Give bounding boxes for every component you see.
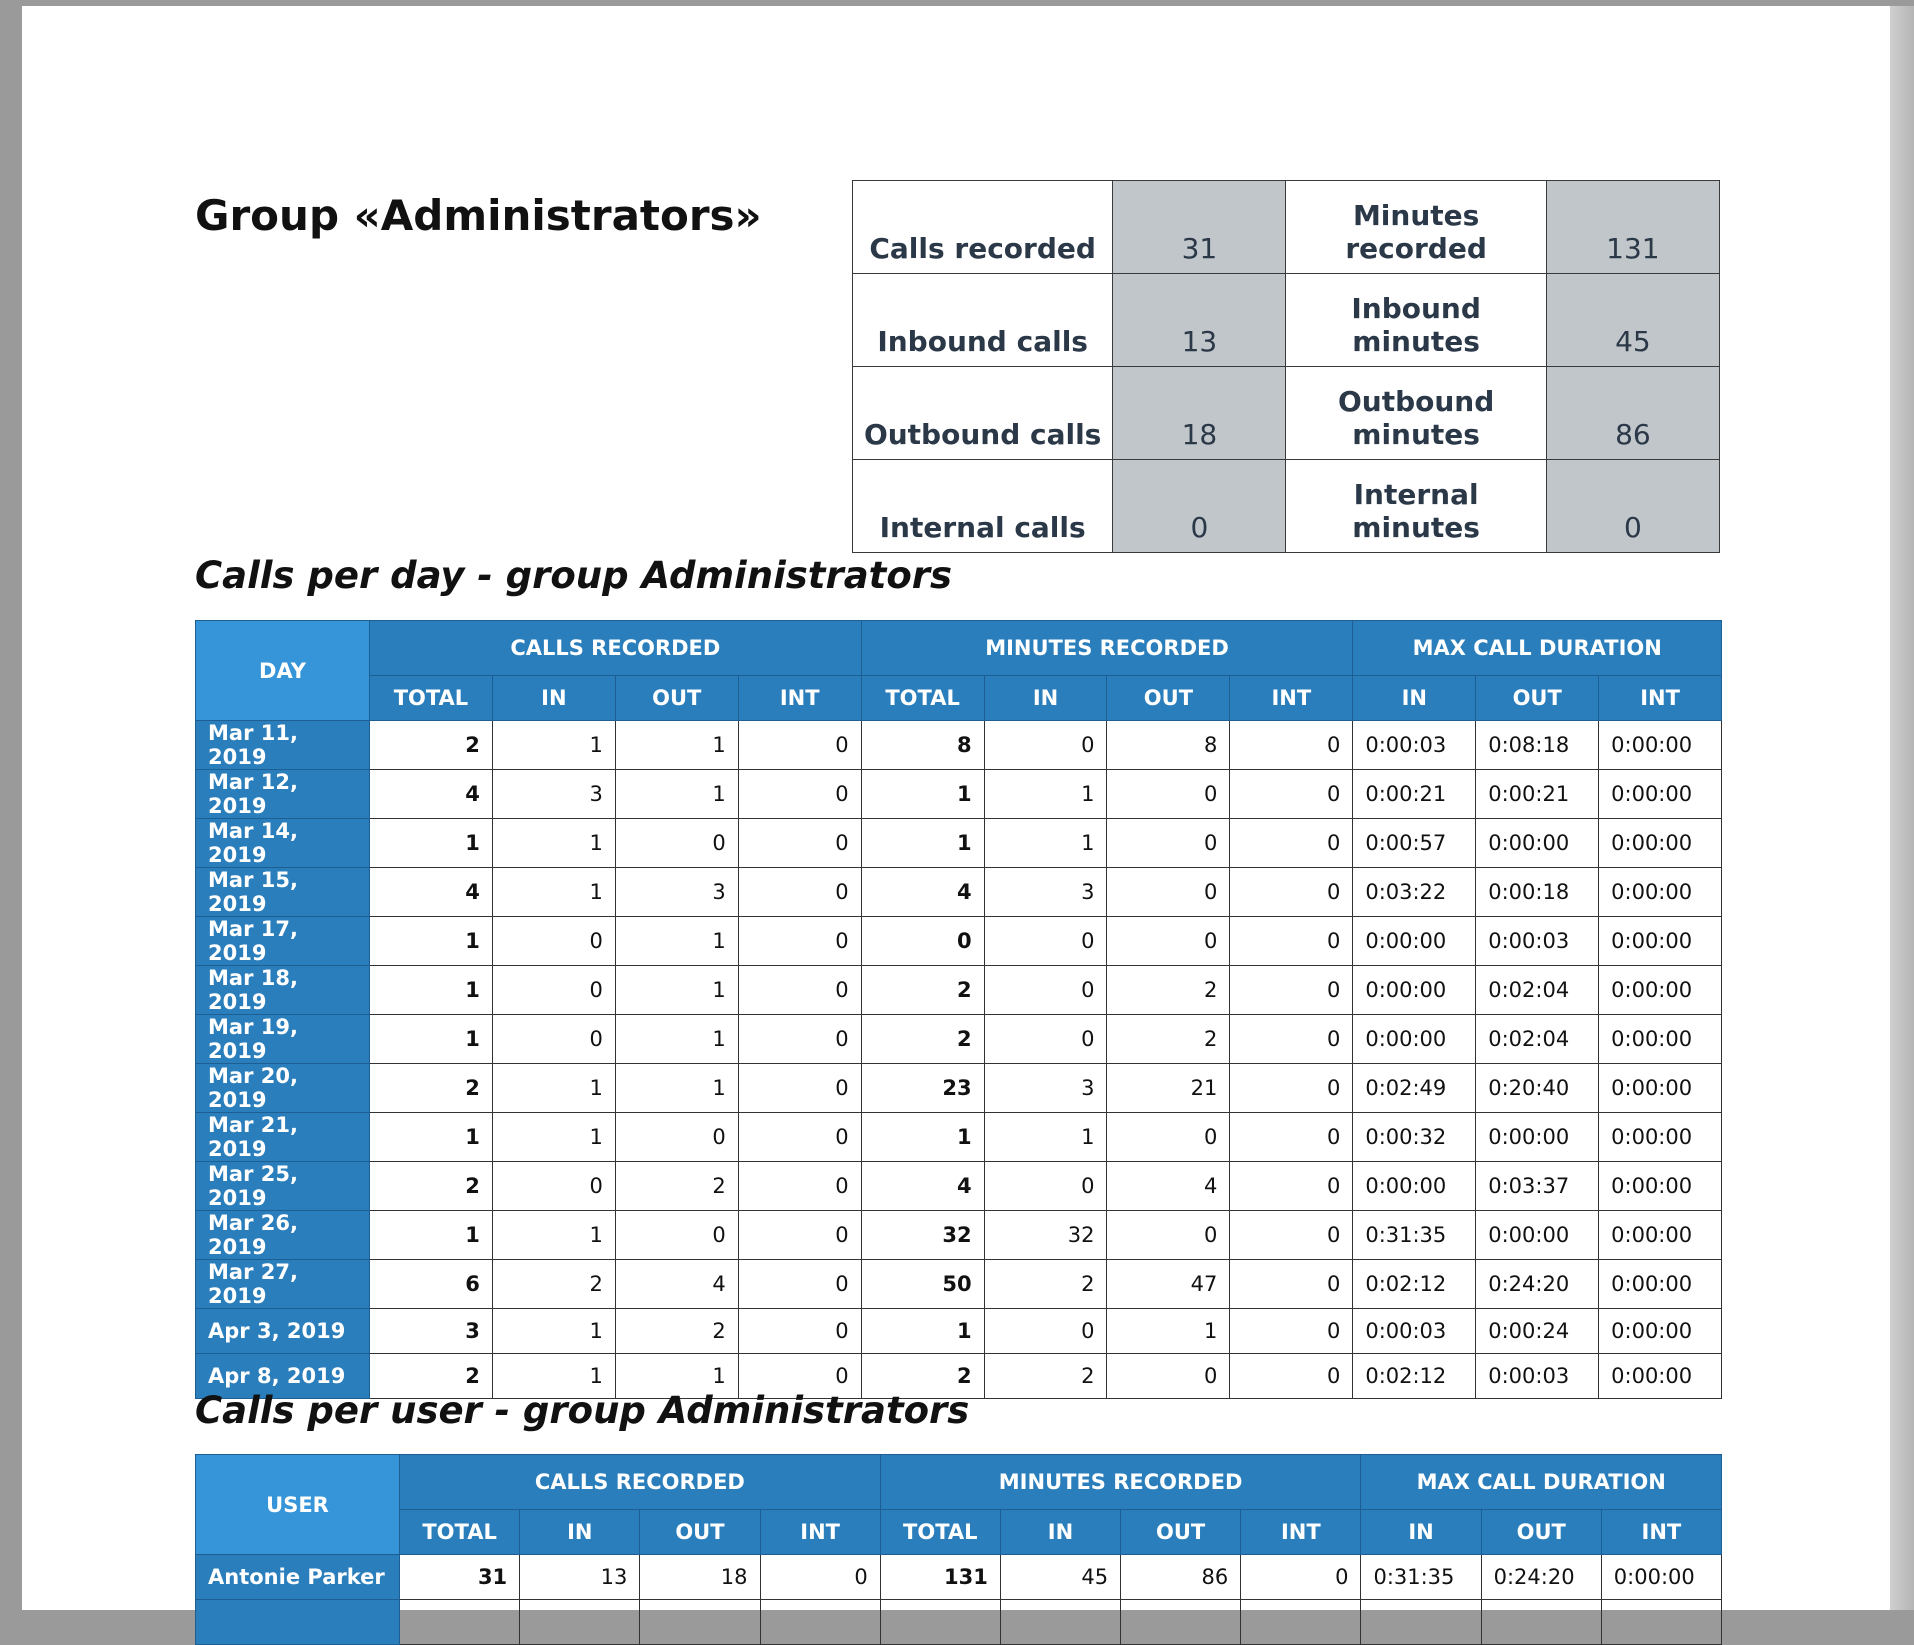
value-cell: 0 bbox=[738, 1162, 861, 1211]
summary-label: Inbound minutes bbox=[1286, 274, 1546, 367]
total-cell: 1 bbox=[861, 819, 984, 868]
window-edge bbox=[1890, 6, 1914, 1610]
summary-value: 131 bbox=[1546, 181, 1719, 274]
value-cell: 0 bbox=[1230, 770, 1353, 819]
value-cell: 0 bbox=[1230, 1211, 1353, 1260]
value-cell: 0 bbox=[615, 1211, 738, 1260]
value-cell: 8 bbox=[1107, 721, 1230, 770]
header-sub: IN bbox=[984, 676, 1107, 721]
summary-label: Outbound calls bbox=[853, 367, 1113, 460]
value-cell: 0 bbox=[492, 966, 615, 1015]
value-cell: 0 bbox=[1230, 1162, 1353, 1211]
value-cell: 0 bbox=[738, 917, 861, 966]
total-cell: 1 bbox=[370, 819, 493, 868]
total-cell: 8 bbox=[861, 721, 984, 770]
duration-cell: 0:20:40 bbox=[1476, 1064, 1599, 1113]
total-cell: 2 bbox=[370, 721, 493, 770]
header-sub: TOTAL bbox=[400, 1510, 520, 1555]
total-cell: 50 bbox=[861, 1260, 984, 1309]
value-cell bbox=[520, 1600, 640, 1645]
total-cell: 2 bbox=[370, 1162, 493, 1211]
total-cell: 23 bbox=[861, 1064, 984, 1113]
value-cell: 0 bbox=[492, 1015, 615, 1064]
value-cell: 0 bbox=[738, 868, 861, 917]
value-cell: 13 bbox=[520, 1555, 640, 1600]
duration-cell: 0:08:18 bbox=[1476, 721, 1599, 770]
user-cell bbox=[196, 1600, 400, 1645]
header-day: DAY bbox=[196, 621, 370, 721]
duration-cell: 0:00:00 bbox=[1476, 1113, 1599, 1162]
value-cell: 1 bbox=[615, 1064, 738, 1113]
value-cell: 1 bbox=[1107, 1309, 1230, 1354]
duration-cell: 0:00:00 bbox=[1353, 1162, 1476, 1211]
day-cell: Mar 11, 2019 bbox=[196, 721, 370, 770]
total-cell: 2 bbox=[861, 1354, 984, 1399]
total-cell: 4 bbox=[861, 868, 984, 917]
table-row bbox=[196, 1064, 1722, 1113]
day-cell: Mar 26, 2019 bbox=[196, 1211, 370, 1260]
total-cell: 4 bbox=[370, 770, 493, 819]
day-cell: Mar 25, 2019 bbox=[196, 1162, 370, 1211]
day-cell: Mar 18, 2019 bbox=[196, 966, 370, 1015]
header-sub: INT bbox=[1599, 676, 1722, 721]
value-cell: 2 bbox=[984, 1354, 1107, 1399]
duration-cell: 0:02:04 bbox=[1476, 1015, 1599, 1064]
value-cell: 0 bbox=[738, 1309, 861, 1354]
header-sub: IN bbox=[492, 676, 615, 721]
duration-cell: 0:00:32 bbox=[1353, 1113, 1476, 1162]
header-group: MAX CALL DURATION bbox=[1361, 1455, 1722, 1510]
total-cell: 1 bbox=[370, 1211, 493, 1260]
duration-cell: 0:00:21 bbox=[1476, 770, 1599, 819]
header-group: MINUTES RECORDED bbox=[861, 621, 1353, 676]
user-cell: Antonie Parker bbox=[196, 1555, 400, 1600]
duration-cell: 0:00:00 bbox=[1599, 721, 1722, 770]
summary-label: Minutes recorded bbox=[1286, 181, 1546, 274]
total-cell: 2 bbox=[861, 1015, 984, 1064]
table-row bbox=[196, 1260, 1722, 1309]
duration-cell: 0:00:00 bbox=[1599, 1064, 1722, 1113]
calls-per-day-title: Calls per day - group Administrators bbox=[195, 554, 953, 597]
duration-cell: 0:03:22 bbox=[1353, 868, 1476, 917]
summary-row bbox=[853, 274, 1720, 367]
header-sub: IN bbox=[1361, 1510, 1481, 1555]
header-group: CALLS RECORDED bbox=[370, 621, 862, 676]
value-cell: 1 bbox=[492, 819, 615, 868]
value-cell: 0 bbox=[738, 966, 861, 1015]
summary-value: 0 bbox=[1113, 460, 1286, 553]
value-cell bbox=[760, 1600, 880, 1645]
value-cell: 2 bbox=[615, 1309, 738, 1354]
value-cell: 0 bbox=[1230, 1064, 1353, 1113]
value-cell: 1 bbox=[492, 1064, 615, 1113]
summary-row bbox=[853, 460, 1720, 553]
value-cell: 0 bbox=[615, 819, 738, 868]
header-sub: OUT bbox=[1481, 1510, 1601, 1555]
value-cell: 1 bbox=[615, 1354, 738, 1399]
total-cell: 2 bbox=[370, 1064, 493, 1113]
value-cell: 1 bbox=[615, 917, 738, 966]
value-cell: 1 bbox=[492, 1113, 615, 1162]
value-cell: 0 bbox=[738, 1113, 861, 1162]
duration-cell: 0:00:00 bbox=[1353, 917, 1476, 966]
value-cell: 1 bbox=[492, 1354, 615, 1399]
total-cell: 1 bbox=[861, 1113, 984, 1162]
total-cell: 2 bbox=[370, 1354, 493, 1399]
header-sub: IN bbox=[1000, 1510, 1120, 1555]
day-cell: Mar 21, 2019 bbox=[196, 1113, 370, 1162]
value-cell: 0 bbox=[984, 1015, 1107, 1064]
header-sub: IN bbox=[1353, 676, 1476, 721]
header-sub: IN bbox=[520, 1510, 640, 1555]
value-cell: 0 bbox=[1230, 1309, 1353, 1354]
value-cell: 0 bbox=[615, 1113, 738, 1162]
value-cell: 0 bbox=[1107, 770, 1230, 819]
header-sub: TOTAL bbox=[880, 1510, 1000, 1555]
duration-cell: 0:00:18 bbox=[1476, 868, 1599, 917]
total-cell: 31 bbox=[400, 1555, 520, 1600]
duration-cell: 0:00:00 bbox=[1476, 1211, 1599, 1260]
value-cell: 47 bbox=[1107, 1260, 1230, 1309]
duration-cell: 0:00:00 bbox=[1599, 917, 1722, 966]
duration-cell bbox=[1361, 1600, 1481, 1645]
duration-cell: 0:00:00 bbox=[1599, 1162, 1722, 1211]
total-cell: 1 bbox=[370, 966, 493, 1015]
total-cell: 3 bbox=[370, 1309, 493, 1354]
value-cell bbox=[1121, 1600, 1241, 1645]
summary-value: 18 bbox=[1113, 367, 1286, 460]
summary-label: Internal calls bbox=[853, 460, 1113, 553]
table-row bbox=[196, 1600, 1722, 1645]
value-cell: 3 bbox=[984, 1064, 1107, 1113]
table-row bbox=[196, 1211, 1722, 1260]
day-cell: Mar 15, 2019 bbox=[196, 868, 370, 917]
group-title: Group «Administrators» bbox=[195, 191, 762, 240]
value-cell: 0 bbox=[738, 1354, 861, 1399]
duration-cell: 0:00:00 bbox=[1599, 868, 1722, 917]
summary-value: 13 bbox=[1113, 274, 1286, 367]
table-row bbox=[196, 1309, 1722, 1354]
duration-cell: 0:00:57 bbox=[1353, 819, 1476, 868]
duration-cell: 0:00:03 bbox=[1476, 917, 1599, 966]
duration-cell: 0:24:20 bbox=[1476, 1260, 1599, 1309]
duration-cell: 0:00:00 bbox=[1599, 770, 1722, 819]
value-cell: 0 bbox=[1107, 1211, 1230, 1260]
value-cell: 1 bbox=[492, 721, 615, 770]
value-cell: 0 bbox=[738, 1260, 861, 1309]
header-sub: INT bbox=[760, 1510, 880, 1555]
duration-cell: 0:00:24 bbox=[1476, 1309, 1599, 1354]
table-row bbox=[196, 1113, 1722, 1162]
value-cell: 4 bbox=[1107, 1162, 1230, 1211]
duration-cell: 0:02:04 bbox=[1476, 966, 1599, 1015]
day-cell: Mar 20, 2019 bbox=[196, 1064, 370, 1113]
summary-value: 45 bbox=[1546, 274, 1719, 367]
value-cell: 0 bbox=[1230, 1260, 1353, 1309]
value-cell: 0 bbox=[1230, 819, 1353, 868]
value-cell: 0 bbox=[984, 917, 1107, 966]
value-cell: 0 bbox=[492, 1162, 615, 1211]
summary-row bbox=[853, 181, 1720, 274]
value-cell: 0 bbox=[738, 1064, 861, 1113]
total-cell: 4 bbox=[370, 868, 493, 917]
day-cell: Apr 8, 2019 bbox=[196, 1354, 370, 1399]
day-cell: Mar 12, 2019 bbox=[196, 770, 370, 819]
value-cell: 0 bbox=[760, 1555, 880, 1600]
value-cell: 2 bbox=[1107, 1015, 1230, 1064]
value-cell: 4 bbox=[615, 1260, 738, 1309]
value-cell: 0 bbox=[1230, 966, 1353, 1015]
value-cell: 0 bbox=[1230, 1354, 1353, 1399]
duration-cell: 0:00:00 bbox=[1599, 1260, 1722, 1309]
summary-row bbox=[853, 367, 1720, 460]
total-cell: 131 bbox=[880, 1555, 1000, 1600]
duration-cell: 0:00:03 bbox=[1353, 1309, 1476, 1354]
value-cell: 1 bbox=[492, 868, 615, 917]
day-cell: Mar 17, 2019 bbox=[196, 917, 370, 966]
value-cell bbox=[1000, 1600, 1120, 1645]
total-cell: 6 bbox=[370, 1260, 493, 1309]
table-row bbox=[196, 819, 1722, 868]
value-cell: 2 bbox=[984, 1260, 1107, 1309]
duration-cell: 0:02:12 bbox=[1353, 1260, 1476, 1309]
day-cell: Mar 27, 2019 bbox=[196, 1260, 370, 1309]
value-cell: 0 bbox=[1107, 1354, 1230, 1399]
value-cell: 0 bbox=[984, 966, 1107, 1015]
header-sub: OUT bbox=[1121, 1510, 1241, 1555]
value-cell bbox=[640, 1600, 760, 1645]
value-cell: 1 bbox=[615, 1015, 738, 1064]
value-cell: 1 bbox=[984, 819, 1107, 868]
value-cell: 0 bbox=[738, 770, 861, 819]
duration-cell: 0:00:00 bbox=[1599, 1354, 1722, 1399]
value-cell: 0 bbox=[738, 721, 861, 770]
value-cell: 0 bbox=[1241, 1555, 1361, 1600]
duration-cell: 0:00:00 bbox=[1599, 1015, 1722, 1064]
value-cell: 1 bbox=[615, 966, 738, 1015]
value-cell: 2 bbox=[492, 1260, 615, 1309]
table-row bbox=[196, 770, 1722, 819]
header-sub: OUT bbox=[1476, 676, 1599, 721]
table-row bbox=[196, 721, 1722, 770]
total-cell: 4 bbox=[861, 1162, 984, 1211]
value-cell: 0 bbox=[1107, 819, 1230, 868]
value-cell: 1 bbox=[615, 721, 738, 770]
duration-cell bbox=[1481, 1600, 1601, 1645]
header-group: MINUTES RECORDED bbox=[880, 1455, 1361, 1510]
duration-cell: 0:00:00 bbox=[1599, 819, 1722, 868]
value-cell: 0 bbox=[738, 1015, 861, 1064]
duration-cell: 0:24:20 bbox=[1481, 1555, 1601, 1600]
total-cell: 1 bbox=[861, 1309, 984, 1354]
table-row bbox=[196, 1015, 1722, 1064]
value-cell: 1 bbox=[615, 770, 738, 819]
total-cell: 32 bbox=[861, 1211, 984, 1260]
value-cell: 3 bbox=[492, 770, 615, 819]
total-cell bbox=[880, 1600, 1000, 1645]
value-cell: 45 bbox=[1000, 1555, 1120, 1600]
duration-cell: 0:00:00 bbox=[1353, 966, 1476, 1015]
summary-label: Internal minutes bbox=[1286, 460, 1546, 553]
header-group: CALLS RECORDED bbox=[400, 1455, 881, 1510]
value-cell: 0 bbox=[738, 819, 861, 868]
total-cell: 1 bbox=[370, 1015, 493, 1064]
value-cell: 2 bbox=[1107, 966, 1230, 1015]
total-cell: 0 bbox=[861, 917, 984, 966]
value-cell: 3 bbox=[615, 868, 738, 917]
duration-cell: 0:03:37 bbox=[1476, 1162, 1599, 1211]
value-cell: 32 bbox=[984, 1211, 1107, 1260]
table-row bbox=[196, 917, 1722, 966]
value-cell: 18 bbox=[640, 1555, 760, 1600]
total-cell: 2 bbox=[861, 966, 984, 1015]
duration-cell: 0:02:49 bbox=[1353, 1064, 1476, 1113]
day-cell: Apr 3, 2019 bbox=[196, 1309, 370, 1354]
calls-per-user-table bbox=[195, 1454, 1722, 1645]
value-cell: 0 bbox=[1107, 868, 1230, 917]
day-cell: Mar 14, 2019 bbox=[196, 819, 370, 868]
summary-table bbox=[852, 180, 1720, 553]
header-sub: TOTAL bbox=[861, 676, 984, 721]
duration-cell: 0:00:03 bbox=[1353, 721, 1476, 770]
duration-cell: 0:00:00 bbox=[1601, 1555, 1721, 1600]
header-sub: OUT bbox=[640, 1510, 760, 1555]
value-cell: 1 bbox=[984, 770, 1107, 819]
header-user: USER bbox=[196, 1455, 400, 1555]
value-cell: 0 bbox=[738, 1211, 861, 1260]
value-cell: 1 bbox=[492, 1309, 615, 1354]
value-cell: 21 bbox=[1107, 1064, 1230, 1113]
value-cell: 1 bbox=[984, 1113, 1107, 1162]
header-group: MAX CALL DURATION bbox=[1353, 621, 1722, 676]
duration-cell: 0:00:00 bbox=[1599, 1309, 1722, 1354]
summary-label: Outbound minutes bbox=[1286, 367, 1546, 460]
value-cell: 0 bbox=[492, 917, 615, 966]
duration-cell: 0:02:12 bbox=[1353, 1354, 1476, 1399]
table-row bbox=[196, 966, 1722, 1015]
duration-cell: 0:00:00 bbox=[1476, 819, 1599, 868]
duration-cell: 0:00:03 bbox=[1476, 1354, 1599, 1399]
summary-value: 31 bbox=[1113, 181, 1286, 274]
header-sub: INT bbox=[1241, 1510, 1361, 1555]
value-cell: 0 bbox=[1230, 721, 1353, 770]
value-cell: 0 bbox=[984, 1162, 1107, 1211]
duration-cell: 0:00:00 bbox=[1599, 1113, 1722, 1162]
duration-cell: 0:31:35 bbox=[1353, 1211, 1476, 1260]
duration-cell: 0:00:00 bbox=[1599, 966, 1722, 1015]
header-sub: INT bbox=[1601, 1510, 1721, 1555]
value-cell: 0 bbox=[1107, 917, 1230, 966]
report-page bbox=[22, 6, 1890, 1610]
header-sub: INT bbox=[738, 676, 861, 721]
header-sub: OUT bbox=[1107, 676, 1230, 721]
day-cell: Mar 19, 2019 bbox=[196, 1015, 370, 1064]
duration-cell: 0:00:21 bbox=[1353, 770, 1476, 819]
value-cell bbox=[1241, 1600, 1361, 1645]
summary-label: Calls recorded bbox=[853, 181, 1113, 274]
calls-per-day-table bbox=[195, 620, 1722, 1399]
total-cell: 1 bbox=[861, 770, 984, 819]
duration-cell bbox=[1601, 1600, 1721, 1645]
value-cell: 0 bbox=[984, 1309, 1107, 1354]
value-cell: 1 bbox=[492, 1211, 615, 1260]
table-row bbox=[196, 1162, 1722, 1211]
summary-value: 86 bbox=[1546, 367, 1719, 460]
value-cell: 3 bbox=[984, 868, 1107, 917]
value-cell: 86 bbox=[1121, 1555, 1241, 1600]
value-cell: 2 bbox=[615, 1162, 738, 1211]
value-cell: 0 bbox=[1107, 1113, 1230, 1162]
duration-cell: 0:31:35 bbox=[1361, 1555, 1481, 1600]
total-cell bbox=[400, 1600, 520, 1645]
duration-cell: 0:00:00 bbox=[1599, 1211, 1722, 1260]
duration-cell: 0:00:00 bbox=[1353, 1015, 1476, 1064]
summary-value: 0 bbox=[1546, 460, 1719, 553]
value-cell: 0 bbox=[1230, 917, 1353, 966]
total-cell: 1 bbox=[370, 1113, 493, 1162]
summary-label: Inbound calls bbox=[853, 274, 1113, 367]
total-cell: 1 bbox=[370, 917, 493, 966]
header-sub: INT bbox=[1230, 676, 1353, 721]
header-sub: TOTAL bbox=[370, 676, 493, 721]
value-cell: 0 bbox=[1230, 868, 1353, 917]
value-cell: 0 bbox=[1230, 1113, 1353, 1162]
calls-per-user-title: Calls per user - group Administrators bbox=[195, 1389, 970, 1432]
value-cell: 0 bbox=[1230, 1015, 1353, 1064]
header-sub: OUT bbox=[615, 676, 738, 721]
table-row bbox=[196, 1555, 1722, 1600]
value-cell: 0 bbox=[984, 721, 1107, 770]
table-row bbox=[196, 868, 1722, 917]
